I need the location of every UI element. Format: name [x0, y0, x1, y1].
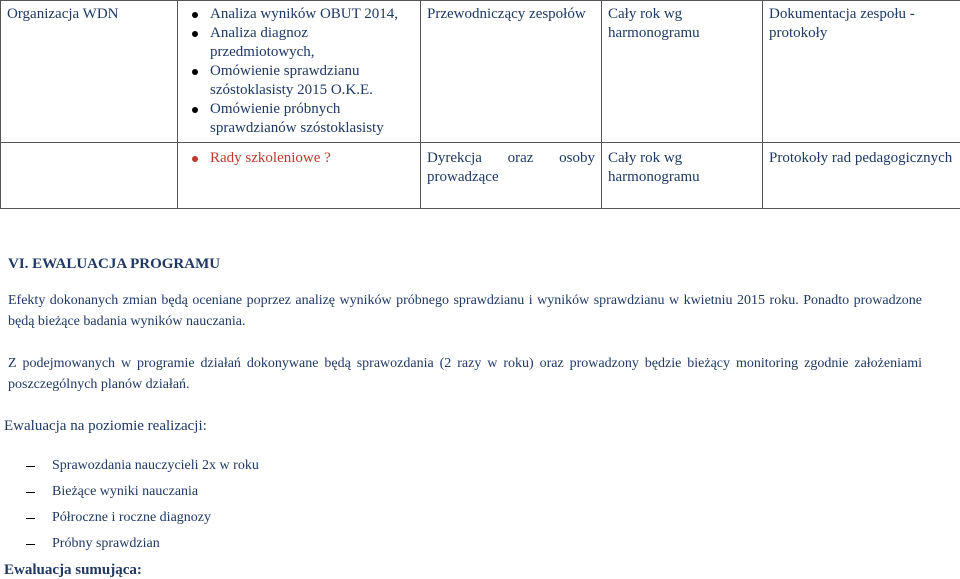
table-cell-documentation: Protokoły rad pedagogicznych — [763, 143, 960, 209]
responsible-word: Dyrekcja — [427, 149, 482, 168]
paragraph: Efekty dokonanych zmian będą oceniane poprzez analizę wyników próbnego sprawdzianu i wyników sprawdzianu w kwietniu 2015 roku. Ponadto prowadzone będą bieżące badania wyników nauczania. — [8, 290, 922, 332]
responsible-word: osoby — [559, 149, 595, 168]
section-title: VI. EWALUACJA PROGRAMU — [8, 256, 220, 273]
activity-list — [184, 149, 414, 168]
table-cell-schedule: Cały rok wg harmonogramu — [602, 143, 763, 209]
activity-table — [0, 0, 960, 209]
list-item: Bieżące wyniki nauczania — [26, 483, 259, 509]
list-item: Analiza wyników OBUT 2014, — [210, 5, 414, 24]
responsible-line — [427, 149, 595, 168]
activity-list — [184, 5, 414, 138]
paragraph: Z podejmowanych w programie działań dokonywane będą sprawozdania (2 razy w roku) oraz prowadzony będzie bieżący monitoring zgodnie założeniami poszczególnych planów działań. — [8, 353, 922, 395]
table-cell-activities — [178, 1, 421, 143]
list-item: Analiza diagnoz przedmiotowych, — [210, 24, 414, 62]
table-cell-responsible — [421, 143, 602, 209]
responsible-word: oraz — [508, 149, 534, 168]
table-row — [1, 1, 960, 143]
subheading: Ewaluacja na poziomie realizacji: — [4, 418, 207, 435]
responsible-line: prowadzące — [427, 168, 595, 187]
subheading: Ewaluacja sumująca: — [4, 562, 142, 579]
list-item: Sprawozdania nauczycieli 2x w roku — [26, 457, 259, 483]
list-item: Omówienie próbnych sprawdzianów szóstoklasisty — [210, 100, 414, 138]
list-item: Rady szkoleniowe ? — [210, 149, 414, 168]
table-cell-empty — [1, 143, 178, 209]
table-cell-documentation: Dokumentacja zespołu - protokoły — [763, 1, 960, 143]
table-cell-organization: Organizacja WDN — [1, 1, 178, 143]
table-cell-schedule: Cały rok wg harmonogramu — [602, 1, 763, 143]
table-cell-activities — [178, 143, 421, 209]
list-item: Półroczne i roczne diagnozy — [26, 509, 259, 535]
evaluation-list — [26, 457, 259, 561]
list-item: Próbny sprawdzian — [26, 535, 259, 561]
list-item: Omówienie sprawdzianu szóstoklasisty 2015 O.K.E. — [210, 62, 414, 100]
table-cell-responsible: Przewodniczący zespołów — [421, 1, 602, 143]
table-row — [1, 143, 960, 209]
